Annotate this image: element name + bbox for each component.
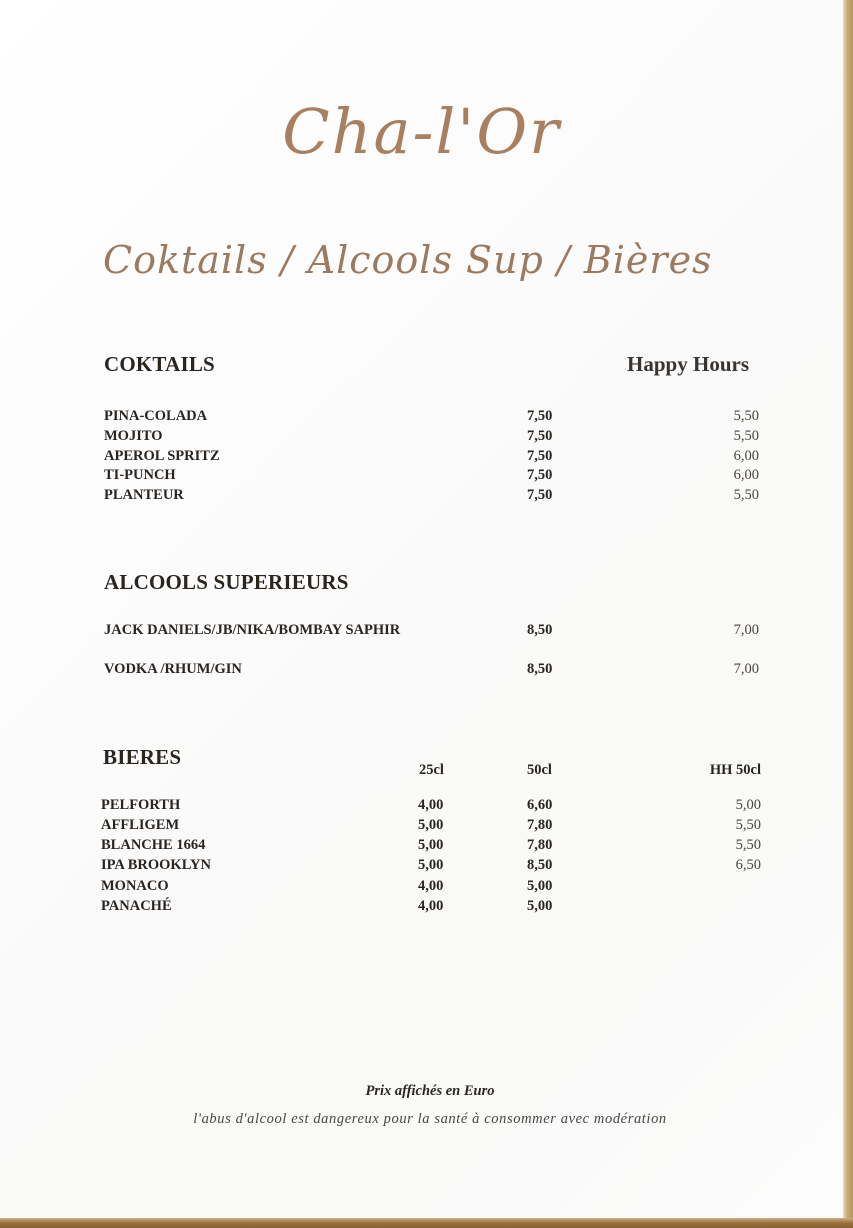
item-hh-price: 5,50 — [733, 408, 759, 424]
item-price: 7,50 — [527, 448, 553, 464]
column-header-hh-50cl: HH 50cl — [709, 762, 761, 778]
item-name: AFFLIGEM — [101, 817, 180, 833]
item-name: APEROL SPRITZ — [104, 448, 220, 464]
item-hh-price: 7,00 — [733, 661, 759, 677]
item-hh-price: 6,50 — [735, 857, 761, 873]
item-price: 7,50 — [527, 467, 553, 483]
item-price: 8,50 — [527, 622, 553, 638]
restaurant-title: Cha-l'Or — [282, 95, 561, 168]
item-name: PELFORTH — [101, 797, 181, 813]
section-title-coktails: COKTAILS — [104, 352, 215, 376]
item-name: JACK DANIELS/JB/NIKA/BOMBAY SAPHIR — [104, 622, 401, 638]
item-price-50cl: 8,50 — [527, 857, 553, 873]
item-name: PANACHÉ — [101, 898, 172, 914]
item-price-25cl: 4,00 — [418, 797, 444, 813]
item-hh-price: 7,00 — [733, 622, 759, 638]
item-price-50cl: 7,80 — [527, 837, 553, 853]
item-hh-price: 5,00 — [735, 797, 761, 813]
item-hh-price: 5,50 — [733, 487, 759, 503]
column-header-50cl: 50cl — [527, 762, 552, 778]
item-hh-price: 5,50 — [735, 837, 761, 853]
table-wood-edge — [0, 1218, 853, 1228]
item-price-50cl: 5,00 — [527, 878, 553, 894]
item-name: MONACO — [101, 878, 169, 894]
item-hh-price: 6,00 — [733, 448, 759, 464]
section-title-alcools: ALCOOLS SUPERIEURS — [104, 570, 349, 594]
happy-hours-header: Happy Hours — [627, 352, 749, 376]
item-name: VODKA /RHUM/GIN — [104, 661, 242, 677]
item-hh-price: 6,00 — [733, 467, 759, 483]
item-price-25cl: 5,00 — [418, 837, 444, 853]
item-name: MOJITO — [104, 428, 163, 444]
item-price: 7,50 — [527, 408, 553, 424]
menu-frame-edge-right — [843, 0, 853, 1228]
item-price-50cl: 7,80 — [527, 817, 553, 833]
item-name: PINA-COLADA — [104, 408, 208, 424]
item-name: PLANTEUR — [104, 487, 184, 503]
item-price: 8,50 — [527, 661, 553, 677]
currency-note: Prix affichés en Euro — [365, 1083, 495, 1099]
alcohol-warning: l'abus d'alcool est dangereux pour la santé à consommer avec modération — [193, 1111, 667, 1127]
item-price-25cl: 4,00 — [418, 878, 444, 894]
item-price: 7,50 — [527, 428, 553, 444]
item-hh-price: 5,50 — [735, 817, 761, 833]
item-price-50cl: 5,00 — [527, 898, 553, 914]
section-title-bieres: BIERES — [103, 745, 182, 769]
item-hh-price: 5,50 — [733, 428, 759, 444]
item-price-50cl: 6,60 — [527, 797, 553, 813]
item-name: TI-PUNCH — [104, 467, 176, 483]
item-name: BLANCHE 1664 — [101, 837, 206, 853]
column-header-25cl: 25cl — [419, 762, 444, 778]
item-price-25cl: 4,00 — [418, 898, 444, 914]
item-price-25cl: 5,00 — [418, 857, 444, 873]
item-name: IPA BROOKLYN — [101, 857, 211, 873]
item-price: 7,50 — [527, 487, 553, 503]
item-price-25cl: 5,00 — [418, 817, 444, 833]
menu-subtitle: Coktails / Alcools Sup / Bières — [103, 238, 713, 282]
